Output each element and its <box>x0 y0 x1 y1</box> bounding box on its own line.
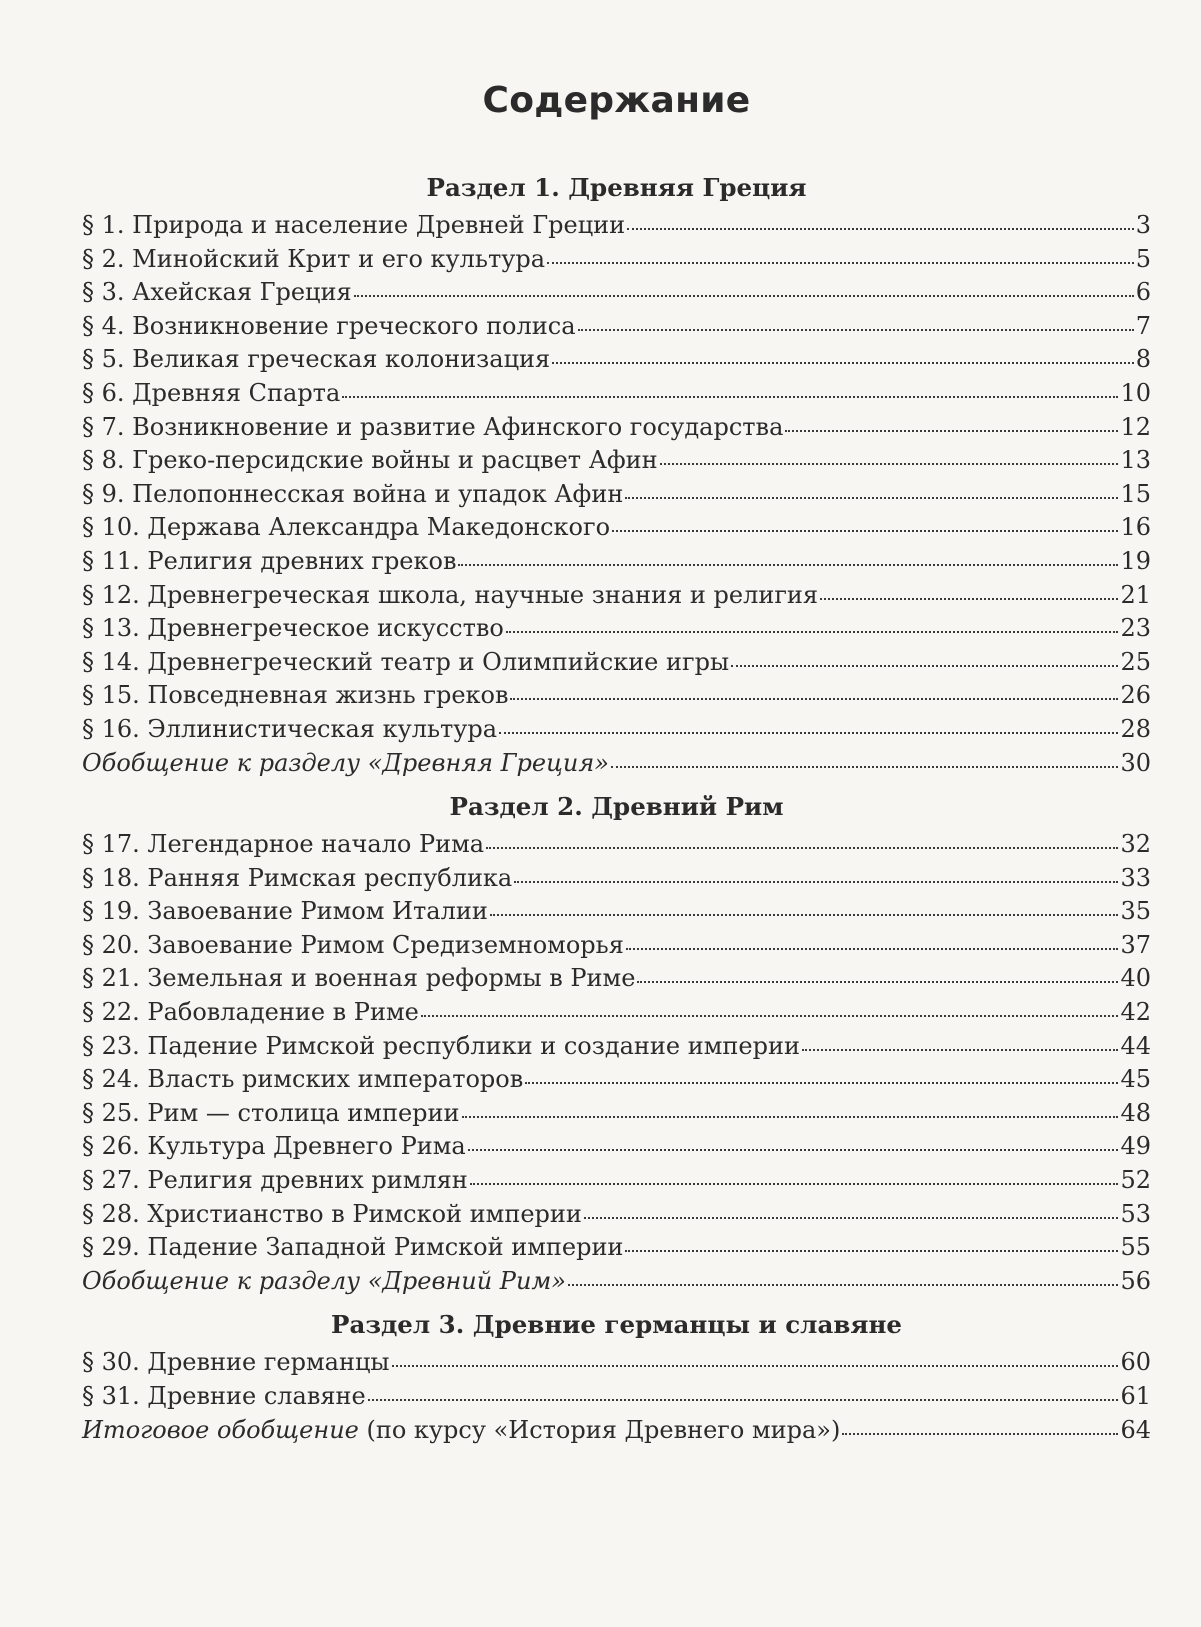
dot-leader <box>731 665 1118 667</box>
dot-leader <box>552 362 1134 364</box>
dot-leader <box>525 1082 1118 1084</box>
entry-label-italic: Итоговое обобщение <box>82 1415 359 1444</box>
entry-label: § 28. Христианство в Римской империи <box>82 1199 582 1228</box>
dot-leader <box>627 228 1134 230</box>
entry-label: § 31. Древние славяне <box>82 1382 366 1410</box>
entry-page: 40 <box>1120 964 1151 993</box>
toc-entry <box>82 1164 1151 1198</box>
entry-label: § 8. Греко-персидские войны и расцвет Афин <box>82 446 658 475</box>
section-heading: Раздел 3. Древние германцы и славяне <box>331 1310 902 1340</box>
entry-page: 53 <box>1120 1199 1151 1228</box>
entry-label: § 20. Завоевание Римом Средиземноморья <box>82 930 624 959</box>
toc-entry <box>82 478 1151 512</box>
dot-leader <box>820 598 1118 600</box>
entry-label: § 12. Древнегреческая школа, научные знания и религия <box>82 580 819 609</box>
section-heading: Раздел 2. Древний Рим <box>449 792 784 822</box>
dot-leader <box>499 732 1118 734</box>
toc-entry <box>82 276 1151 310</box>
dot-leader <box>625 497 1118 499</box>
entry-label: § 24. Власть римских императоров <box>82 1065 524 1094</box>
entry-page: 44 <box>1120 1031 1151 1060</box>
toc-entry <box>82 1097 1151 1131</box>
entry-label: Обобщение к разделу «Древний Рим» <box>82 1266 566 1295</box>
dot-leader <box>468 1149 1119 1151</box>
entry-page: 25 <box>1120 647 1151 676</box>
entry-label: § 25. Рим — столица империи <box>82 1098 460 1127</box>
entry-page: 3 <box>1135 211 1151 239</box>
entry-page: 48 <box>1120 1098 1151 1127</box>
entry-page: 13 <box>1120 446 1151 475</box>
entry-page: 33 <box>1120 863 1151 892</box>
entry-page: 15 <box>1120 479 1151 508</box>
dot-leader <box>802 1049 1118 1051</box>
toc-entry <box>82 962 1151 996</box>
dot-leader <box>514 881 1118 883</box>
dot-leader <box>354 295 1134 297</box>
entry-label: § 19. Завоевание Римом Италии <box>82 897 488 926</box>
toc-summary-entry <box>82 747 1151 781</box>
dot-leader <box>547 262 1134 264</box>
entry-label: § 21. Земельная и военная реформы в Риме <box>82 964 636 993</box>
toc-entry <box>82 411 1151 445</box>
entry-label: § 17. Легендарное начало Рима <box>82 830 485 859</box>
entry-page: 26 <box>1120 681 1151 710</box>
entry-label: § 14. Древнегреческий театр и Олимпийские игры <box>82 647 730 676</box>
toc-entry <box>82 209 1151 243</box>
entry-page: 7 <box>1135 311 1151 340</box>
entry-page: 56 <box>1120 1266 1151 1295</box>
dot-leader <box>368 1399 1119 1401</box>
table-of-contents <box>82 60 1151 1447</box>
entry-page: 30 <box>1120 748 1151 777</box>
entry-label: § 9. Пелопоннесская война и упадок Афин <box>82 479 624 508</box>
dot-leader <box>506 631 1119 633</box>
entry-label: § 3. Ахейская Греция <box>82 278 352 307</box>
entry-page: 35 <box>1120 897 1151 926</box>
toc-entry <box>82 1063 1151 1097</box>
section-1-entries <box>82 209 1151 780</box>
dot-leader <box>578 329 1134 331</box>
section-2-entries <box>82 828 1151 1298</box>
entry-label: § 4. Возникновение греческого полиса <box>82 311 576 340</box>
entry-label: § 22. Рабовладение в Риме <box>82 998 419 1027</box>
entry-page: 61 <box>1120 1382 1151 1410</box>
entry-label: § 6. Древняя Спарта <box>82 378 341 407</box>
entry-page: 42 <box>1120 998 1151 1027</box>
dot-leader <box>584 1217 1119 1219</box>
toc-entry <box>82 444 1151 478</box>
entry-label: § 7. Возникновение и развитие Афинского государства <box>82 412 784 441</box>
entry-page: 23 <box>1120 614 1151 643</box>
entry-label: § 11. Религия древних греков <box>82 546 457 575</box>
entry-page: 28 <box>1120 714 1151 743</box>
toc-summary-entry <box>82 1265 1151 1299</box>
entry-label <box>82 1414 840 1448</box>
entry-page: 52 <box>1120 1166 1151 1195</box>
dot-leader <box>611 766 1119 768</box>
dot-leader <box>342 396 1118 398</box>
toc-entry <box>82 679 1151 713</box>
dot-leader <box>660 463 1119 465</box>
section-heading: Раздел 1. Древняя Греция <box>426 173 807 202</box>
entry-page: 55 <box>1120 1233 1151 1262</box>
toc-entry <box>82 713 1151 747</box>
entry-page: 21 <box>1120 580 1151 609</box>
toc-entry <box>82 1130 1151 1164</box>
toc-entry <box>82 1198 1151 1232</box>
toc-entry <box>82 612 1151 646</box>
dot-leader <box>490 914 1119 916</box>
dot-leader <box>842 1433 1118 1435</box>
dot-leader <box>785 430 1118 432</box>
toc-entry <box>82 929 1151 963</box>
toc-entry <box>82 646 1151 680</box>
toc-entry <box>82 862 1151 896</box>
toc-entry <box>82 1346 1151 1380</box>
entry-label-rest: (по курсу «История Древнего мира») <box>358 1415 841 1444</box>
toc-entry <box>82 343 1151 377</box>
entry-page: 6 <box>1135 278 1151 307</box>
entry-label: § 27. Религия древних римлян <box>82 1166 468 1195</box>
entry-label: § 1. Природа и население Древней Греции <box>82 211 626 239</box>
entry-label: § 13. Древнегреческое искусство <box>82 614 504 643</box>
toc-entry <box>82 310 1151 344</box>
entry-label: § 18. Ранняя Римская республика <box>82 863 513 892</box>
entry-label: § 29. Падение Западной Римской империи <box>82 1233 624 1262</box>
toc-entry <box>82 1380 1151 1414</box>
entry-label: § 23. Падение Римской республики и создание империи <box>82 1031 800 1060</box>
entry-label: § 15. Повседневная жизнь греков <box>82 681 509 710</box>
entry-label: § 10. Держава Александра Македонского <box>82 513 611 542</box>
dot-leader <box>510 698 1118 700</box>
entry-page: 49 <box>1120 1132 1151 1161</box>
dot-leader <box>568 1284 1118 1286</box>
entry-page: 8 <box>1135 345 1151 374</box>
entry-label: Обобщение к разделу «Древняя Греция» <box>82 748 609 777</box>
dot-leader <box>612 530 1118 532</box>
entry-label: § 30. Древние германцы <box>82 1348 390 1377</box>
dot-leader <box>625 1250 1118 1252</box>
dot-leader <box>486 847 1118 849</box>
dot-leader <box>458 564 1118 566</box>
toc-entry <box>82 828 1151 862</box>
toc-entry <box>82 579 1151 613</box>
toc-entry <box>82 895 1151 929</box>
toc-final-entry <box>82 1414 1151 1448</box>
dot-leader <box>421 1015 1119 1017</box>
toc-entry <box>82 996 1151 1030</box>
entry-page: 10 <box>1120 378 1151 407</box>
dot-leader <box>392 1365 1119 1367</box>
entry-page: 37 <box>1120 930 1151 959</box>
toc-entry <box>82 1231 1151 1265</box>
entry-label: § 16. Эллинистическая культура <box>82 714 498 743</box>
entry-page: 5 <box>1135 244 1151 273</box>
entry-page: 64 <box>1120 1415 1151 1444</box>
entry-page: 12 <box>1120 412 1151 441</box>
dot-leader <box>626 948 1119 950</box>
dot-leader <box>470 1183 1119 1185</box>
entry-page: 16 <box>1120 513 1151 542</box>
page-title: Содержание <box>482 80 751 121</box>
toc-entry <box>82 1030 1151 1064</box>
entry-page: 60 <box>1120 1348 1151 1377</box>
toc-entry <box>82 377 1151 411</box>
entry-page: 32 <box>1120 830 1151 859</box>
entry-page: 45 <box>1120 1065 1151 1094</box>
toc-entry <box>82 545 1151 579</box>
section-3-entries <box>82 1346 1151 1447</box>
entry-label: § 2. Минойский Крит и его культура <box>82 244 546 273</box>
entry-label: § 26. Культура Древнего Рима <box>82 1132 466 1161</box>
toc-entry <box>82 243 1151 277</box>
entry-label: § 5. Великая греческая колонизация <box>82 345 551 374</box>
dot-leader <box>462 1116 1119 1118</box>
entry-page: 19 <box>1120 546 1151 575</box>
dot-leader <box>637 981 1118 983</box>
toc-entry <box>82 511 1151 545</box>
